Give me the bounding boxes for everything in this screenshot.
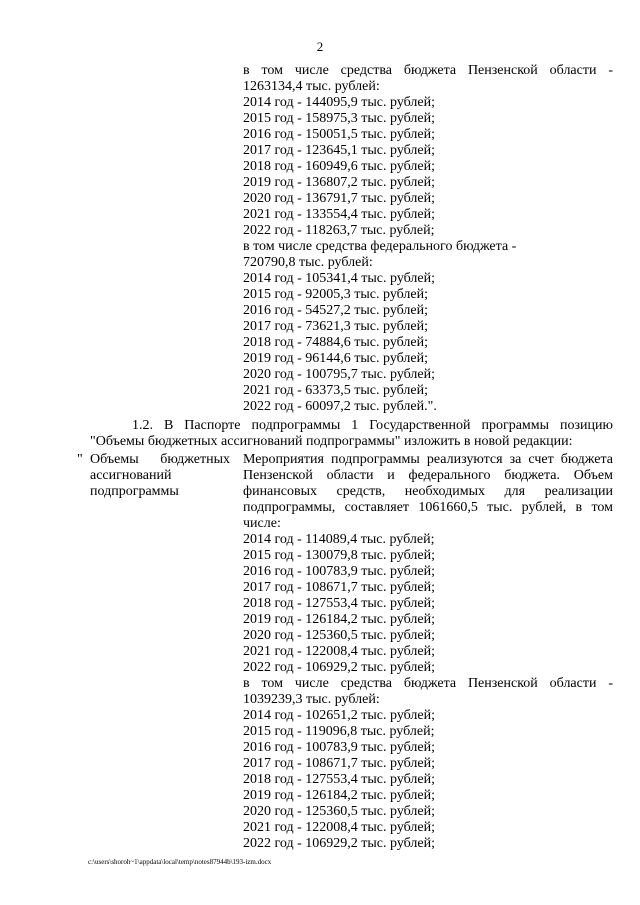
year-line: 2018 год - 127553,4 тыс. рублей; — [243, 772, 436, 787]
year-line: 2014 год - 114089,4 тыс. рублей; — [243, 532, 435, 547]
paragraph-line: 1.2. В Паспорте подпрограммы 1 Государственной программы позицию — [132, 418, 613, 433]
year-line: 2021 год - 63373,5 тыс. рублей; — [243, 383, 429, 398]
regional-budget-total-line: 1263134,4 тыс. рублей: — [243, 79, 380, 94]
subprogram-funding-block — [243, 452, 613, 852]
year-line: 2017 год - 73621,3 тыс. рублей; — [243, 319, 429, 334]
year-line: 2017 год - 108671,7 тыс. рублей; — [243, 580, 436, 595]
year-line: 2021 год - 122008,4 тыс. рублей; — [243, 644, 436, 659]
year-line: 2021 год - 133554,4 тыс. рублей; — [243, 207, 436, 222]
year-line: 2016 год - 100783,9 тыс. рублей; — [243, 564, 436, 579]
year-line: 2015 год - 158975,3 тыс. рублей; — [243, 111, 436, 126]
year-line: 2014 год - 105341,4 тыс. рублей; — [243, 271, 436, 286]
year-line: 2020 год - 100795,7 тыс. рублей; — [243, 367, 436, 382]
year-line: 2015 год - 92005,3 тыс. рублей; — [243, 287, 429, 302]
year-line: 2022 год - 118263,7 тыс. рублей; — [243, 223, 435, 238]
file-path-footer: c:\users\shoroh~1\appdata\local\temp\notes87944b\193-izm.docx — [88, 858, 272, 866]
year-line: 2016 год - 54527,2 тыс. рублей; — [243, 303, 429, 318]
year-line: 2020 год - 125360,5 тыс. рублей; — [243, 804, 436, 819]
section-label — [90, 452, 230, 500]
year-line: 2022 год - 60097,2 тыс. рублей.". — [243, 399, 437, 414]
year-line: 2017 год - 108671,7 тыс. рублей; — [243, 756, 436, 771]
intro-line: Пензенской области и федерального бюджета. Объем — [243, 468, 613, 483]
year-line: 2015 год - 130079,8 тыс. рублей; — [243, 548, 436, 563]
year-line: 2018 год - 74884,6 тыс. рублей; — [243, 335, 429, 350]
regional-federal-funding-block — [243, 63, 613, 415]
year-line: 2019 год - 126184,2 тыс. рублей; — [243, 788, 436, 803]
intro-line: финансовых средств, необходимых для реализации — [243, 484, 613, 499]
year-line: 2019 год - 126184,2 тыс. рублей; — [243, 612, 436, 627]
paragraph-line: "Объемы бюджетных ассигнований подпрограммы" изложить в новой редакции: — [90, 434, 573, 449]
year-line: 2022 год - 106929,2 тыс. рублей; — [243, 836, 436, 851]
year-line: 2014 год - 102651,2 тыс. рублей; — [243, 708, 436, 723]
year-line: 2014 год - 144095,9 тыс. рублей; — [243, 95, 436, 110]
year-line: 2016 год - 100783,9 тыс. рублей; — [243, 740, 436, 755]
year-line: 2017 год - 123645,1 тыс. рублей; — [243, 143, 436, 158]
year-line: 2020 год - 125360,5 тыс. рублей; — [243, 628, 436, 643]
page-number: 2 — [316, 39, 324, 54]
year-line: 2019 год - 96144,6 тыс. рублей; — [243, 351, 429, 366]
federal-budget-total-line: 720790,8 тыс. рублей: — [243, 255, 373, 270]
year-line: 2019 год - 136807,2 тыс. рублей; — [243, 175, 436, 190]
year-line: 2016 год - 150051,5 тыс. рублей; — [243, 127, 436, 142]
year-line: 2018 год - 160949,6 тыс. рублей; — [243, 159, 436, 174]
year-line: 2015 год - 119096,8 тыс. рублей; — [243, 724, 435, 739]
intro-line: Мероприятия подпрограммы реализуются за счет бюджета — [243, 452, 613, 467]
label-line: подпрограммы — [90, 484, 179, 499]
regional-budget-intro-line: в том числе средства бюджета Пензенской области - — [243, 63, 613, 78]
year-line: 2018 год - 127553,4 тыс. рублей; — [243, 596, 436, 611]
label-line: Объемы бюджетных — [90, 452, 230, 467]
regional-budget-intro-line: в том числе средства бюджета Пензенской области - — [243, 676, 613, 691]
label-line: ассигнований — [90, 468, 172, 483]
opening-quote-mark: " — [77, 452, 83, 467]
intro-line: подпрограммы, составляет 1061660,5 тыс. рублей, в том — [243, 500, 613, 515]
paragraph-1-2 — [90, 418, 613, 450]
year-line: 2020 год - 136791,7 тыс. рублей; — [243, 191, 436, 206]
federal-budget-intro-line: в том числе средства федерального бюджета - — [243, 239, 517, 254]
year-line: 2022 год - 106929,2 тыс. рублей; — [243, 660, 436, 675]
year-line: 2021 год - 122008,4 тыс. рублей; — [243, 820, 436, 835]
intro-line: числе: — [243, 516, 281, 531]
regional-budget-total-line: 1039239,3 тыс. рублей: — [243, 692, 380, 707]
